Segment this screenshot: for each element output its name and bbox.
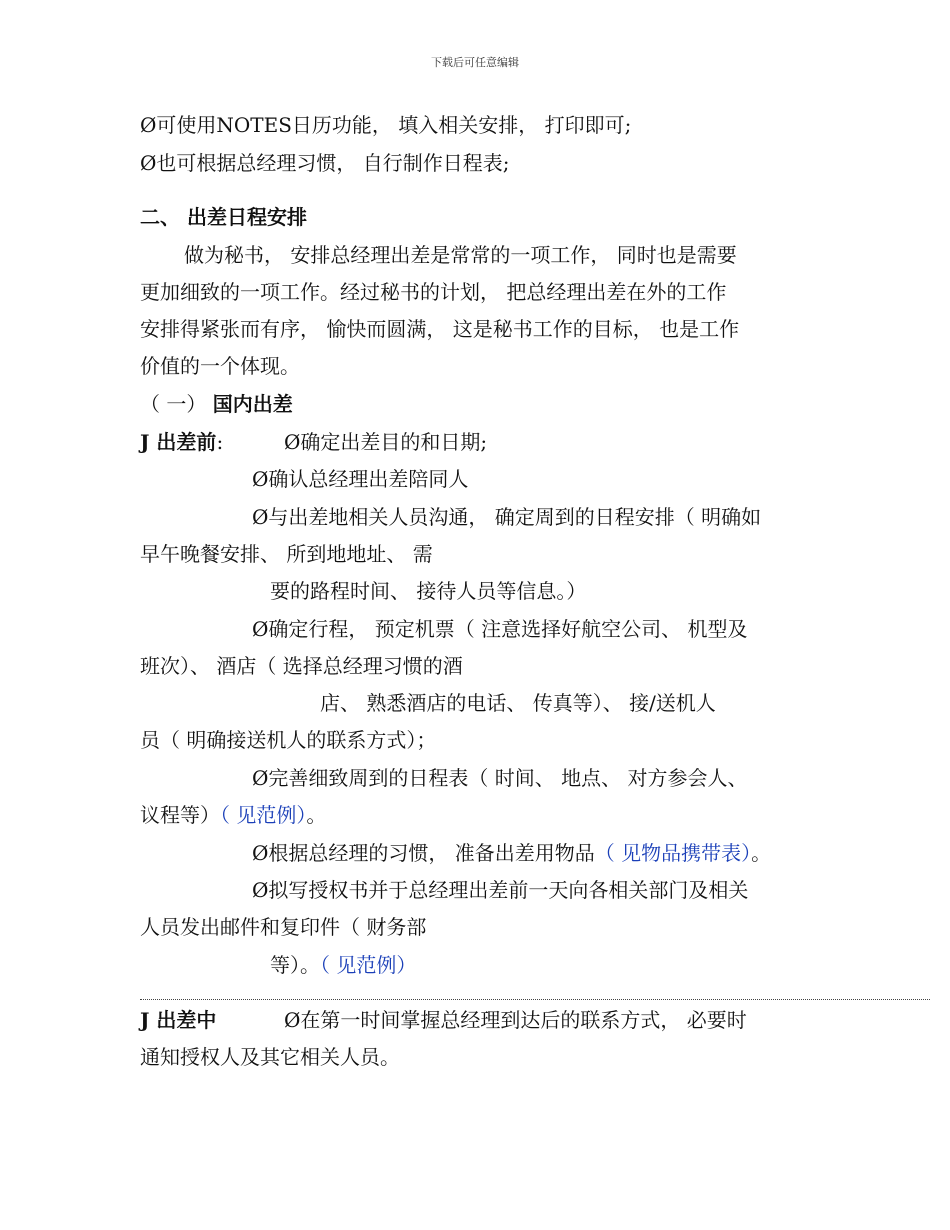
- item-prepare-items: [252, 839, 771, 867]
- item-itinerary: Ø确定行程， 预定机票（ 注意选择好航空公司、 机型及: [252, 617, 748, 641]
- item-contact-info: Ø在第一时间掌握总经理到达后的联系方式， 必要时: [284, 1008, 747, 1032]
- subsection-prefix: （ 一）: [140, 392, 207, 416]
- before-trip-label-line: [140, 428, 223, 456]
- item-prepare-items-end: 。: [751, 841, 772, 865]
- section-title: 二、 出差日程安排: [140, 205, 307, 229]
- item-itinerary-cont: 班次）、 酒店（ 选择总经理习惯的酒: [140, 654, 463, 678]
- item-communicate-cont-2: 要的路程时间、 接待人员等信息。）: [270, 579, 587, 603]
- item-authorization-end: 等）。: [270, 953, 320, 977]
- item-checklist-link[interactable]: （ 见物品携带表）: [594, 841, 752, 865]
- paragraph-line-3: 安排得紧张而有序， 愉快而圆满， 这是秘书工作的目标， 也是工作: [140, 317, 740, 341]
- item-schedule-agenda: 议程等）: [140, 803, 220, 827]
- item-contact-info-cont: 通知授权人及其它相关人员。: [140, 1045, 400, 1069]
- dotted-divider: [140, 999, 930, 1000]
- item-schedule: Ø完善细致周到的日程表（ 时间、 地点、 对方参会人、: [252, 766, 748, 790]
- item-determine-purpose: Ø确定出差目的和日期;: [284, 430, 488, 454]
- item-authorization-cont: 人员发出邮件和复印件（ 财务部: [140, 915, 427, 939]
- before-trip-colon: :: [216, 430, 224, 454]
- item-prepare-items-text: Ø根据总经理的习惯， 准备出差用物品: [252, 841, 595, 865]
- bullet-custom-schedule: Ø也可根据总经理习惯， 自行制作日程表;: [140, 151, 510, 175]
- item-authorization: Ø拟写授权书并于总经理出差前一天向各相关部门及相关: [252, 878, 749, 902]
- paragraph-line-2: 更加细致的一项工作。经过秘书的计划， 把总经理出差在外的工作: [140, 280, 727, 304]
- page-header-note: 下载后可任意编辑: [431, 56, 519, 69]
- item-confirm-companion: Ø确认总经理出差陪同人: [252, 467, 469, 491]
- item-communicate-cont: 早午晚餐安排、 所到地地址、 需: [140, 542, 433, 566]
- subsection-heading: [140, 390, 293, 418]
- see-example-link[interactable]: （ 见范例）: [220, 803, 307, 827]
- item-schedule-end: 。: [306, 803, 327, 827]
- item-itinerary-cont-3: 员（ 明确接送机人的联系方式）；: [140, 728, 437, 752]
- item-authorization-cont-2: [270, 951, 416, 979]
- bullet-notes-calendar: Ø可使用NOTES日历功能， 填入相关安排， 打印即可;: [140, 113, 632, 137]
- item-schedule-cont: [140, 801, 326, 829]
- during-trip-label: J 出差中: [140, 1008, 217, 1032]
- before-trip-label: J 出差前: [140, 430, 217, 454]
- paragraph-line-4: 价值的一个体现。: [140, 354, 300, 378]
- see-example-link-2[interactable]: （ 见范例）: [320, 953, 417, 977]
- paragraph-line-1: 做为秘书， 安排总经理出差是常常的一项工作， 同时也是需要: [184, 243, 737, 267]
- item-itinerary-cont-2: 店、 熟悉酒店的电话、 传真等）、 接/送机人: [320, 691, 716, 715]
- subsection-title: 国内出差: [212, 392, 293, 416]
- item-communicate: Ø与出差地相关人员沟通， 确定周到的日程安排（ 明确如: [252, 505, 762, 529]
